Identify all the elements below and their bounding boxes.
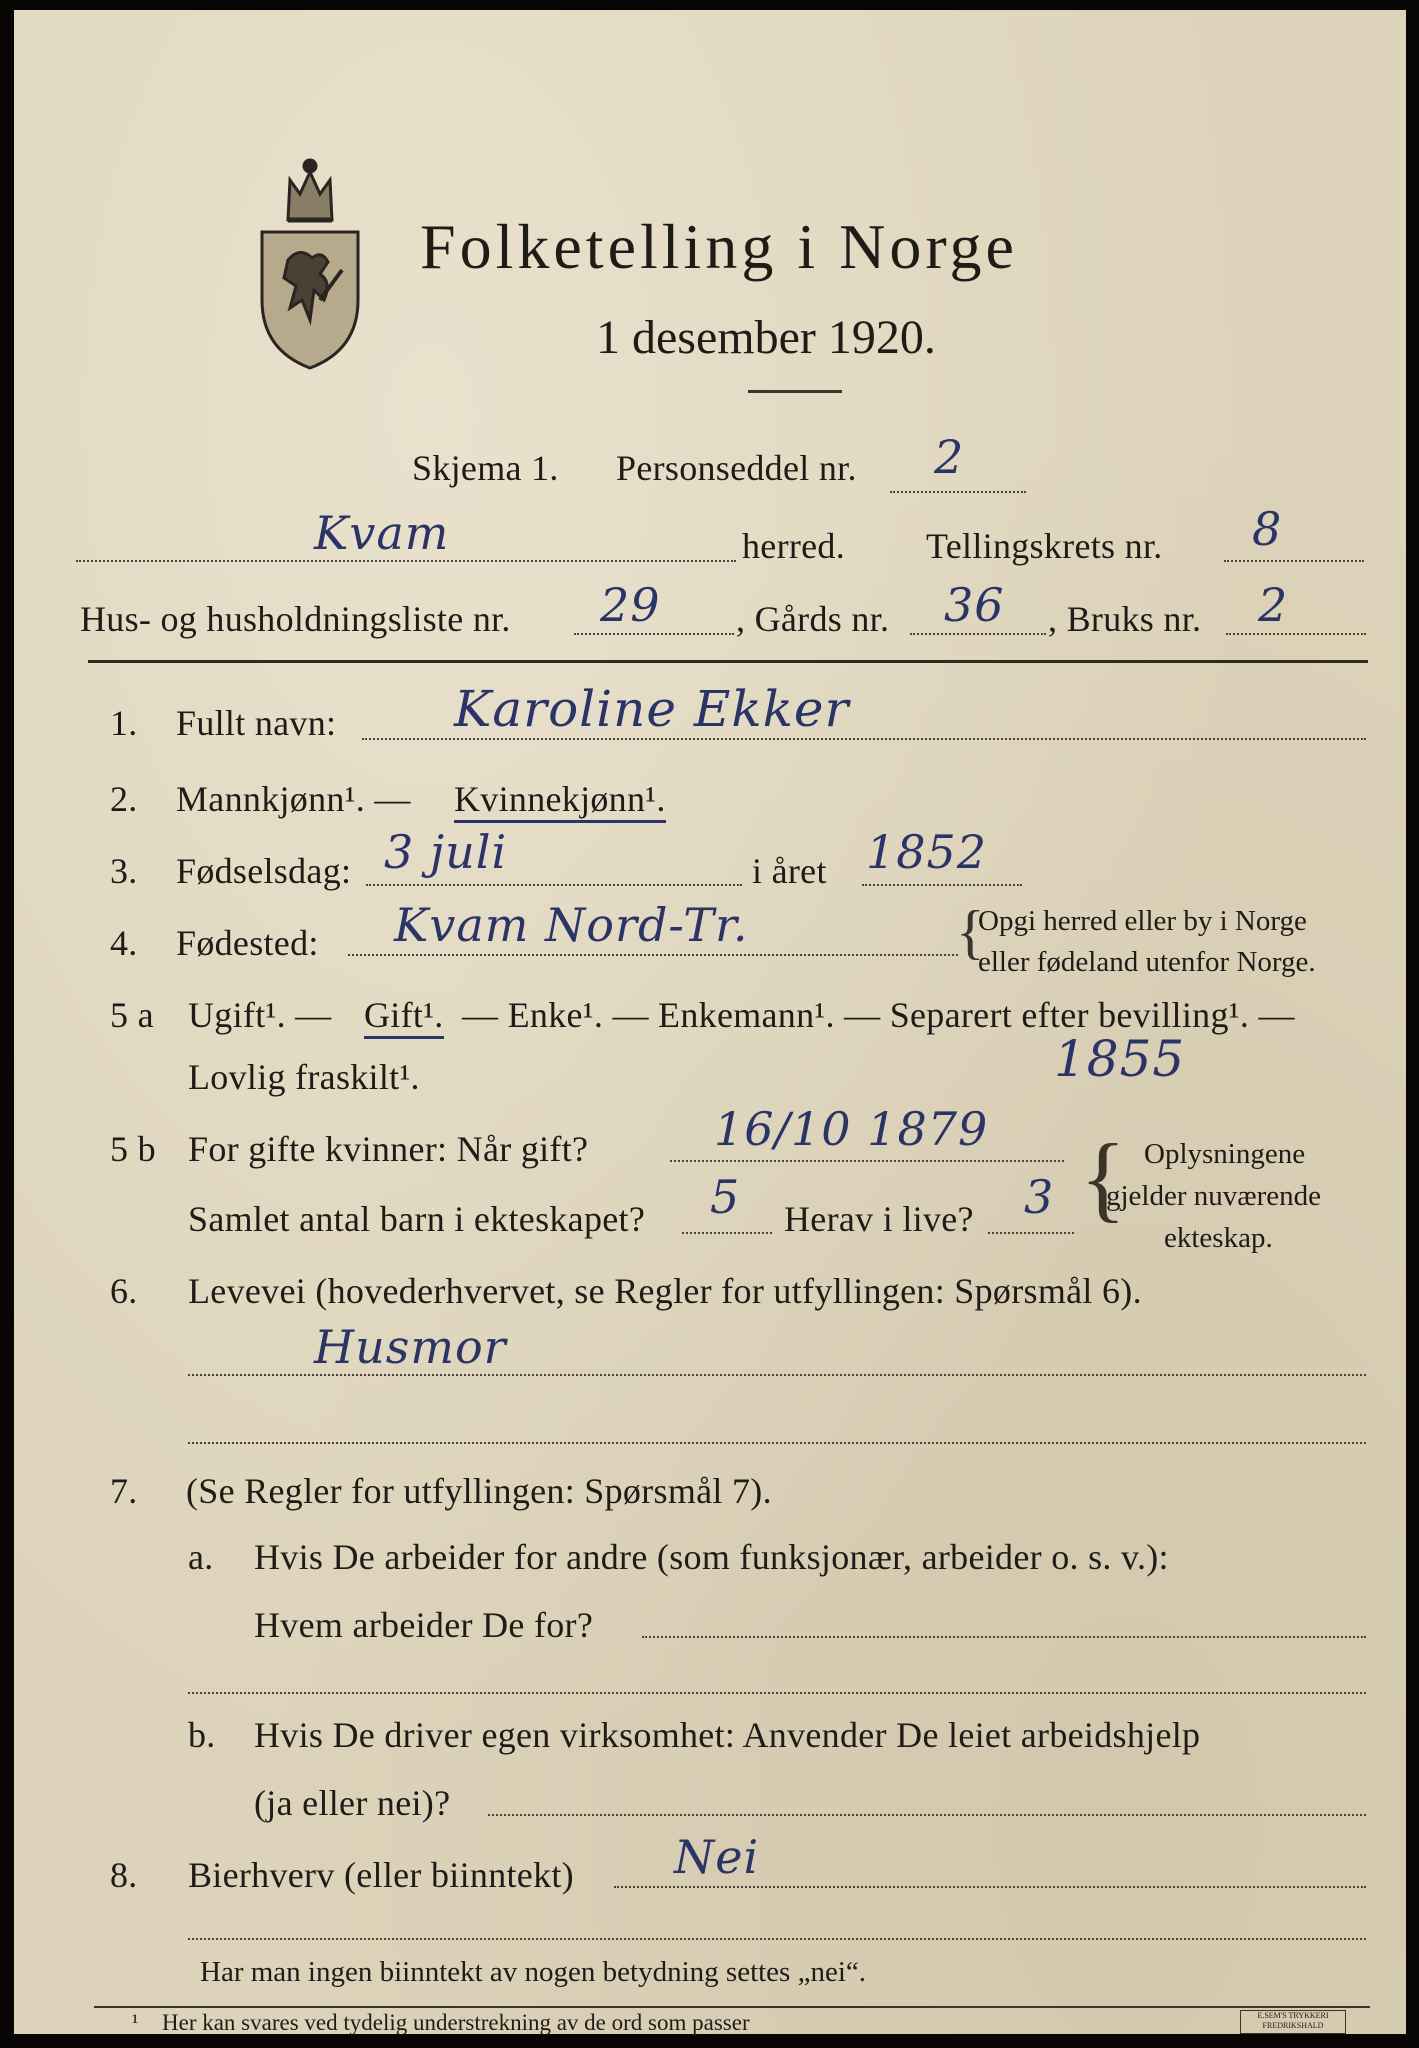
q3-number: 3. bbox=[110, 851, 138, 891]
employer-field[interactable] bbox=[642, 1636, 1366, 1638]
form-title: Folketelling i Norge bbox=[420, 211, 1018, 282]
skjema-label: Skjema 1. bbox=[412, 448, 559, 488]
divider bbox=[748, 390, 842, 393]
full-name-value[interactable]: Karoline Ekker bbox=[454, 680, 850, 738]
marital-other-options[interactable]: — Enke¹. — Enkemann¹. — Separert efter bevilling¹. — bbox=[462, 995, 1295, 1035]
footnote-mark: ¹ bbox=[132, 2010, 139, 2034]
stamp-line2: FREDRIKSHALD bbox=[1262, 2021, 1324, 2030]
q2-number: 2. bbox=[110, 779, 138, 819]
q5b-note-line2: gjelder nuværende bbox=[1106, 1180, 1322, 1212]
form-date: 1 desember 1920. bbox=[596, 311, 936, 364]
q3-label: Fødselsdag: bbox=[176, 851, 352, 891]
footnote: Her kan svares ved tydelig understrekning av de ord som passer bbox=[162, 2010, 750, 2035]
husliste-label: Hus- og husholdningsliste nr. bbox=[80, 599, 511, 639]
footer-note: Har man ingen biinntekt av nogen betydning settes „nei“. bbox=[200, 1956, 867, 1988]
q4-brace: { bbox=[956, 899, 985, 965]
occupation-value[interactable]: Husmor bbox=[314, 1320, 507, 1374]
gards-label: , Gårds nr. bbox=[736, 599, 890, 639]
children-value[interactable]: 5 bbox=[710, 1170, 741, 1224]
birthplace-value[interactable]: Kvam Nord-Tr. bbox=[394, 898, 749, 952]
q6-label: Levevei (hovederhvervet, se Regler for utfyllingen: Spørsmål 6). bbox=[188, 1271, 1142, 1311]
alive-value[interactable]: 3 bbox=[1024, 1170, 1055, 1224]
female-option[interactable]: Kvinnekjønn¹. bbox=[454, 778, 666, 823]
q4-number: 4. bbox=[110, 923, 138, 963]
birth-year-value[interactable]: 1852 bbox=[866, 825, 988, 879]
q3-year-label: i året bbox=[752, 851, 827, 891]
q4-note-line2: eller fødeland utenfor Norge. bbox=[978, 946, 1316, 978]
coat-of-arms-icon bbox=[250, 150, 370, 372]
q7a-line2: Hvem arbeider De for? bbox=[254, 1605, 594, 1645]
q8-number: 8. bbox=[110, 1855, 138, 1895]
fraskilt-option[interactable]: Lovlig fraskilt¹. bbox=[188, 1057, 420, 1097]
census-form bbox=[14, 10, 1406, 2034]
footer-rule bbox=[94, 2006, 1370, 2008]
q5b-label: For gifte kvinner: Når gift? bbox=[188, 1129, 589, 1169]
q7a-text: Hvis De arbeider for andre (som funksjonær, arbeider o. s. v.): bbox=[254, 1537, 1169, 1577]
q7b-text: Hvis De driver egen virksomhet: Anvender De leiet arbeidshjelp bbox=[254, 1715, 1201, 1755]
q5b-brace: { bbox=[1080, 1124, 1127, 1231]
q7b-mark: b. bbox=[188, 1715, 216, 1755]
q4-label: Fødested: bbox=[176, 923, 319, 963]
husliste-value[interactable]: 29 bbox=[600, 578, 661, 632]
tellingskrets-label: Tellingskrets nr. bbox=[926, 526, 1163, 566]
q5b-note-line3: ekteskap. bbox=[1164, 1222, 1273, 1254]
q8-label: Bierhverv (eller biinntekt) bbox=[188, 1855, 574, 1895]
q6-number: 6. bbox=[110, 1271, 138, 1311]
tellingskrets-value[interactable]: 8 bbox=[1252, 502, 1283, 556]
q4-note-line1: Opgi herred eller by i Norge bbox=[978, 905, 1307, 937]
q7-label: (Se Regler for utfyllingen: Spørsmål 7). bbox=[186, 1471, 772, 1511]
q5b-number: 5 b bbox=[110, 1129, 156, 1169]
hired-help-field[interactable] bbox=[488, 1814, 1366, 1816]
male-option[interactable]: Mannkjønn¹. — bbox=[176, 779, 411, 819]
printer-stamp bbox=[1240, 2010, 1346, 2034]
section-rule bbox=[88, 660, 1368, 663]
q1-label: Fullt navn: bbox=[176, 703, 337, 743]
side-income-value[interactable]: Nei bbox=[674, 1830, 760, 1884]
q7-number: 7. bbox=[110, 1471, 138, 1511]
ugift-option[interactable]: Ugift¹. — bbox=[188, 995, 332, 1035]
marginal-annotation: 1855 bbox=[1054, 1030, 1186, 1088]
q1-number: 1. bbox=[110, 703, 138, 743]
q5b-note-line1: Oplysningene bbox=[1144, 1138, 1306, 1170]
personseddel-value[interactable]: 2 bbox=[934, 430, 965, 484]
q7a-mark: a. bbox=[188, 1537, 214, 1577]
gards-value[interactable]: 36 bbox=[944, 578, 1005, 632]
personseddel-label: Personseddel nr. bbox=[616, 448, 857, 488]
stamp-line1: E.SEM'S TRYKKERI bbox=[1257, 2011, 1329, 2020]
bruks-value[interactable]: 2 bbox=[1258, 578, 1289, 632]
alive-label: Herav i live? bbox=[784, 1199, 974, 1239]
herred-value[interactable]: Kvam bbox=[314, 506, 450, 560]
marriage-date-value[interactable]: 16/10 1879 bbox=[714, 1102, 989, 1156]
herred-label: herred. bbox=[742, 526, 846, 566]
children-label: Samlet antal barn i ekteskapet? bbox=[188, 1199, 646, 1239]
bruks-label: , Bruks nr. bbox=[1048, 599, 1202, 639]
birthday-value[interactable]: 3 juli bbox=[384, 825, 508, 879]
q5a-number: 5 a bbox=[110, 995, 154, 1035]
q7b-line2: (ja eller nei)? bbox=[254, 1783, 451, 1823]
gift-option[interactable]: Gift¹. bbox=[364, 994, 444, 1039]
